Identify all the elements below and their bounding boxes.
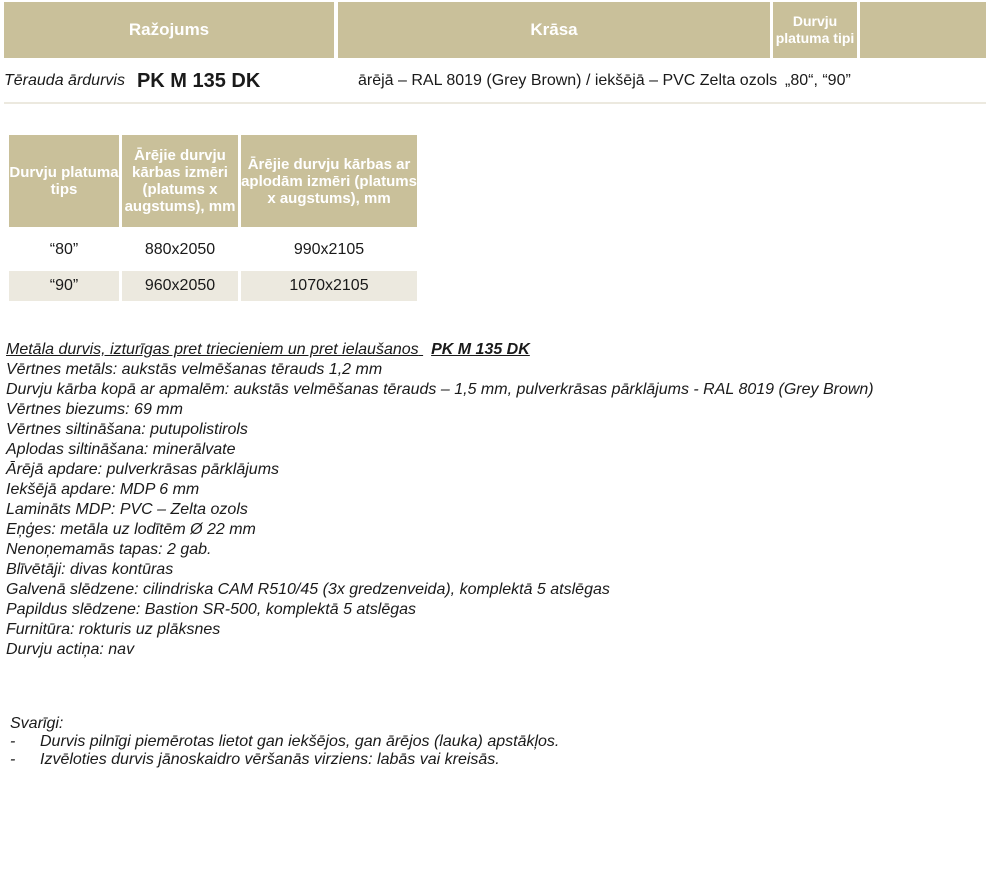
product-width-types: „80“, “90” [785, 72, 851, 89]
dim-header-frame: Ārējie durvju kārbas izmēri (platums x augstums), mm [122, 135, 238, 227]
product-name-cell [4, 60, 260, 102]
note-item-text: Durvis pilnīgi piemērotas lietot gan iekšējos, gan ārējos (lauka) apstākļos. [40, 733, 560, 750]
note-item-text: Izvēloties durvis jānoskaidro vēršanās virziens: labās vai kreisās. [40, 751, 500, 768]
note-title: Svarīgi: [10, 715, 64, 732]
spec-item: Vērtnes biezums: 69 mm [6, 401, 183, 418]
note-item [10, 733, 559, 751]
product-name: Tērauda ārdurvis [4, 72, 125, 89]
dim-cell-type: “90” [9, 271, 119, 301]
spec-item: Durvju actiņa: nav [6, 641, 135, 658]
dim-header-frame-trim: Ārējie durvju kārbas ar aplodām izmēri (platums x augstums), mm [241, 135, 417, 227]
product-color: ārējā – RAL 8019 (Grey Brown) / iekšējā – PVC Zelta ozols [358, 72, 778, 89]
bullet-dash: - [10, 751, 16, 768]
spec-item: Aplodas siltināšana: minerālvate [6, 441, 236, 458]
important-note [10, 715, 559, 769]
header-color: Krāsa [338, 2, 770, 58]
spec-item: Iekšējā apdare: MDP 6 mm [6, 481, 200, 498]
note-item [10, 751, 559, 769]
dim-cell-frame-trim: 1070x2105 [241, 271, 417, 301]
product-row [4, 60, 986, 104]
spec-item: Papildus slēdzene: Bastion SR-500, komplektā 5 atslēgas [6, 601, 417, 618]
spec-item: Blīvētāji: divas kontūras [6, 561, 174, 578]
spec-item: Durvju kārba kopā ar apmalēm: aukstās velmēšanas tērauds – 1,5 mm, pulverkrāsas pārklājums - RAL 8019 (Grey Brown) [6, 381, 874, 398]
spec-item: Vērtnes metāls: aukstās velmēšanas tērauds 1,2 mm [6, 361, 383, 378]
spec-item: Ārējā apdare: pulverkrāsas pārklājums [6, 461, 280, 478]
bullet-dash: - [10, 733, 16, 750]
header-width-types: Durvju platuma tipi [773, 2, 857, 58]
table-row [9, 271, 417, 301]
spec-item: Furnitūra: rokturis uz plāksnes [6, 621, 221, 638]
product-model: PK M 135 DK [136, 69, 261, 92]
header-empty [860, 2, 986, 58]
dim-cell-frame: 960x2050 [122, 271, 238, 301]
spec-title-text: Metāla durvis, izturīgas pret triecieniem un pret ielaušanos [6, 341, 419, 358]
dim-header-type: Durvju platuma tips [9, 135, 119, 227]
spec-title-model: PK M 135 DK [431, 341, 530, 358]
dim-cell-frame: 880x2050 [144, 241, 216, 258]
table-row [9, 235, 417, 265]
dim-cell-type: “80” [49, 241, 79, 258]
spec-item: Lamināts MDP: PVC – Zelta ozols [6, 501, 248, 518]
spec-item: Vērtnes siltināšana: putupolistirols [6, 421, 248, 438]
spec-item: Eņģes: metāla uz lodītēm Ø 22 mm [6, 521, 256, 538]
spec-title [6, 340, 986, 360]
dim-cell-frame-trim: 990x2105 [293, 241, 365, 258]
spec-item: Nenoņemamās tapas: 2 gab. [6, 541, 212, 558]
spec-list [6, 340, 986, 660]
header-product: Ražojums [4, 2, 334, 58]
spec-item: Galvenā slēdzene: cilindriska CAM R510/45 (3x gredzenveida), komplektā 5 atslēgas [6, 581, 610, 598]
